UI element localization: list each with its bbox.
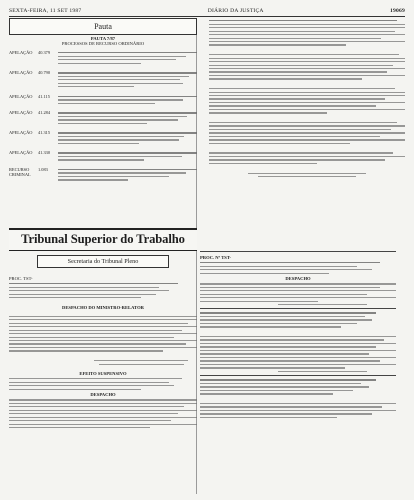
header-date: SEXTA-FEIRA, 11 SET 1987 — [9, 8, 82, 14]
pauta-section-label: PAUTA 7/87 — [90, 36, 116, 41]
header-journal: DIÁRIO DA JUSTIÇA — [207, 8, 264, 14]
pauta-title-box — [9, 18, 197, 35]
case-label: PROC. TST- — [9, 276, 33, 281]
upper-region — [9, 18, 405, 208]
lower-right-column — [200, 248, 396, 420]
lower-left-column — [9, 276, 197, 430]
court-subtitle: Secretaria do Tribunal Pleno — [37, 255, 169, 268]
despacho-heading: DESPACHO DO MINISTRO-RELATOR — [62, 304, 144, 310]
pauta-entry: APELAÇÃO 41.284 — [9, 110, 197, 126]
page-header — [9, 8, 405, 17]
court-banner — [9, 228, 197, 268]
pauta-title: Pauta — [94, 22, 112, 31]
despacho-label: DESPACHO — [90, 392, 116, 398]
pauta-entry: APELAÇÃO 40.379 — [9, 50, 197, 66]
pauta-subheading: PROCESSOS DE RECURSO ORDINÁRIO — [61, 41, 145, 46]
effect-heading: EFEITO SUSPENSIVO — [79, 371, 127, 376]
pauta-entry: APELAÇÃO 41.330 — [9, 150, 197, 163]
lower-right-despacho: DESPACHO — [285, 276, 311, 282]
lower-right-case-heading: PROC. Nº TST- — [200, 255, 232, 260]
pauta-entry: RECURSO CRIMINAL 1.083 — [9, 167, 197, 183]
pauta-entry: APELAÇÃO 40.790 — [9, 70, 197, 90]
upper-right-text — [209, 18, 405, 179]
pauta-list — [9, 36, 197, 183]
pauta-entry: APELAÇÃO 41.315 — [9, 130, 197, 146]
court-title: Tribunal Superior do Trabalho — [9, 228, 197, 251]
pauta-entry: APELAÇÃO 41.115 — [9, 94, 197, 107]
header-page-number: 19069 — [390, 8, 405, 14]
